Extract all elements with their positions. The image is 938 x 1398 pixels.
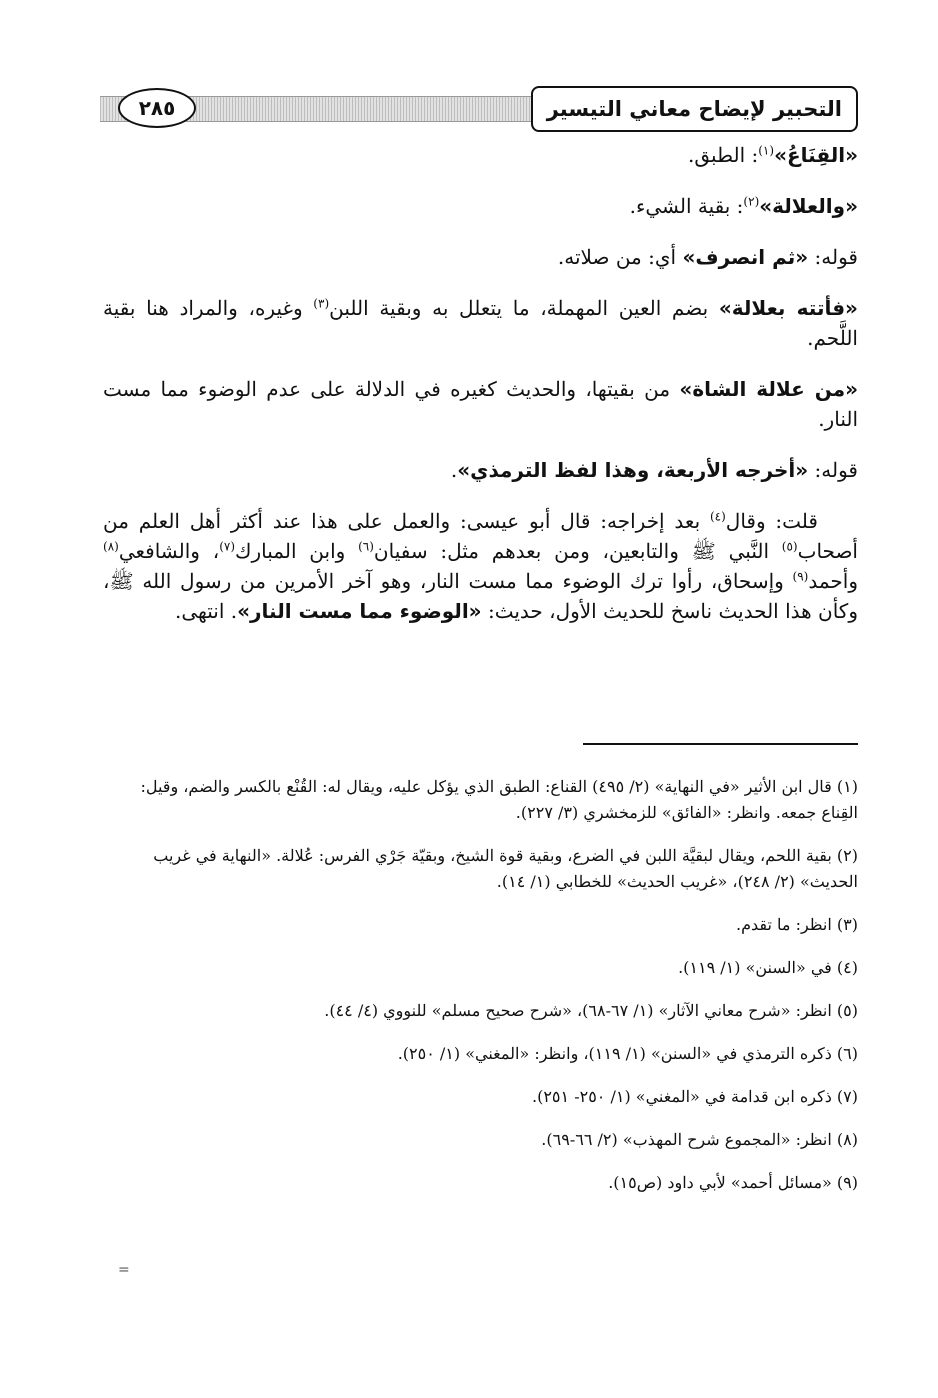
footnote-9: (٩) «مسائل أحمد» لأبي داود (ص١٥). bbox=[608, 1173, 858, 1192]
footnote-ref-9: (٩) bbox=[792, 569, 809, 584]
paragraph-text: قلت: وقال bbox=[725, 509, 818, 533]
book-title: التحبير لإيضاح معاني التيسير bbox=[531, 86, 858, 132]
footnote-ref-5: (٥) bbox=[781, 539, 798, 554]
footnote-ref-1: (١) bbox=[758, 143, 775, 158]
footnote-ref-4: (٤) bbox=[709, 509, 726, 524]
paragraph-text: قوله: bbox=[808, 458, 858, 482]
paragraph-text: : بقية الشيء. bbox=[629, 194, 744, 218]
page-number: ٢٨٥ bbox=[118, 88, 196, 128]
paragraph-qultu bbox=[103, 506, 858, 626]
paragraph-text: قوله: bbox=[808, 245, 858, 269]
footnote-4: (٤) في «السنن» (١/ ١١٩). bbox=[678, 958, 858, 977]
footnote-divider bbox=[583, 743, 858, 745]
footnote-ref-2: (٢) bbox=[743, 194, 760, 209]
paragraph-qina bbox=[103, 140, 858, 170]
paragraph-insarafa bbox=[103, 242, 858, 272]
term-qina: «القِنَاعُ» bbox=[774, 143, 858, 167]
footnote-ref-7: (٧) bbox=[219, 539, 236, 554]
paragraph-atathu bbox=[103, 293, 858, 353]
footnote-3: (٣) انظر: ما تقدم. bbox=[736, 915, 858, 934]
footnote-1: (١) قال ابن الأثير «في النهاية» (٢/ ٤٩٥) القناع: الطبق الذي يؤكل عليه، ويقال له: القُنْع بالكسر والضم، وقيل: القِناع جمعه. وانظر: «الفائق» للزمخشري (٣/ ٢٢٧). bbox=[140, 777, 858, 822]
term-shat: «من علالة الشاة» bbox=[679, 377, 858, 401]
footnote-7: (٧) ذكره ابن قدامة في «المغني» (١/ ٢٥٠- ٢٥١). bbox=[532, 1087, 858, 1106]
footnote-ref-6: (٦) bbox=[358, 539, 374, 554]
main-text bbox=[103, 140, 858, 647]
paragraph-text: وأحمد bbox=[808, 569, 858, 593]
footnote-ref-8: (٨) bbox=[103, 539, 119, 554]
paragraph-text: ، والشافعي bbox=[118, 539, 220, 563]
paragraph-text: وابن المبارك bbox=[235, 539, 359, 563]
term-akhrajahu: «أخرجه الأربعة، وهذا لفظ الترمذي» bbox=[457, 458, 809, 482]
term-ulala: «والعلالة» bbox=[759, 194, 858, 218]
footnote-2: (٢) بقية اللحم، ويقال لبقيَّة اللبن في الضرع، وبقية قوة الشيخ، وبقيّة جَرْي الفرس: عُلالة. «النهاية في غريب الحديث» (٢/ ٢٤٨)، «غريب الحديث» للخطابي (١/ ١٤). bbox=[153, 846, 858, 891]
paragraph-text: بضم العين المهملة، ما يتعلل به وبقية اللبن bbox=[329, 296, 719, 320]
paragraph-text: وغيره، والمراد هنا بقية اللَّحم. bbox=[103, 296, 858, 350]
footnote-6: (٦) ذكره الترمذي في «السنن» (١/ ١١٩)، وانظر: «المغني» (١/ ٢٥٠). bbox=[397, 1044, 858, 1063]
paragraph-ulala bbox=[103, 191, 858, 221]
paragraph-shat bbox=[103, 374, 858, 434]
paragraph-text: . bbox=[450, 458, 458, 482]
term-wudu: «الوضوء مما مست النار» bbox=[237, 599, 482, 623]
paragraph-text: النَّبي ﷺ والتابعين، ومن بعدهم مثل: سفيان bbox=[373, 539, 782, 563]
paragraph-text: وإسحاق، رأوا ترك الوضوء مما مست النار، وهو آخر الأمرين من رسول الله ﷺ، وكأن هذا الحديث ناسخ للحديث الأول، حديث: bbox=[103, 569, 858, 623]
paragraph-text: من بقيتها، والحديث كغيره في الدلالة على عدم الوضوء مما مست النار. bbox=[103, 377, 858, 431]
paragraph-text: : الطبق. bbox=[688, 143, 759, 167]
paragraph-text: أي: من صلاته. bbox=[557, 245, 683, 269]
footnote-ref-3: (٣) bbox=[313, 296, 330, 311]
footnotes bbox=[103, 774, 858, 1213]
running-header bbox=[100, 84, 858, 134]
footnote-8: (٨) انظر: «المجموع شرح المهذب» (٢/ ٦٦-٦٩). bbox=[541, 1130, 858, 1149]
term-insarafa: «ثم انصرف» bbox=[682, 245, 809, 269]
paragraph-text: . انتهى. bbox=[174, 599, 238, 623]
page-mark: = bbox=[118, 1262, 130, 1278]
footnote-5: (٥) انظر: «شرح معاني الآثار» (١/ ٦٧-٦٨)، «شرح صحيح مسلم» للنووي (٤/ ٤٤). bbox=[324, 1001, 858, 1020]
term-atathu: «فأتته بعلالة» bbox=[718, 296, 858, 320]
paragraph-text: بعد إخراجه: قال أبو عيسى: والعمل على هذا عند أكثر أهل العلم من أصحاب bbox=[103, 509, 858, 563]
paragraph-akhrajahu bbox=[103, 455, 858, 485]
